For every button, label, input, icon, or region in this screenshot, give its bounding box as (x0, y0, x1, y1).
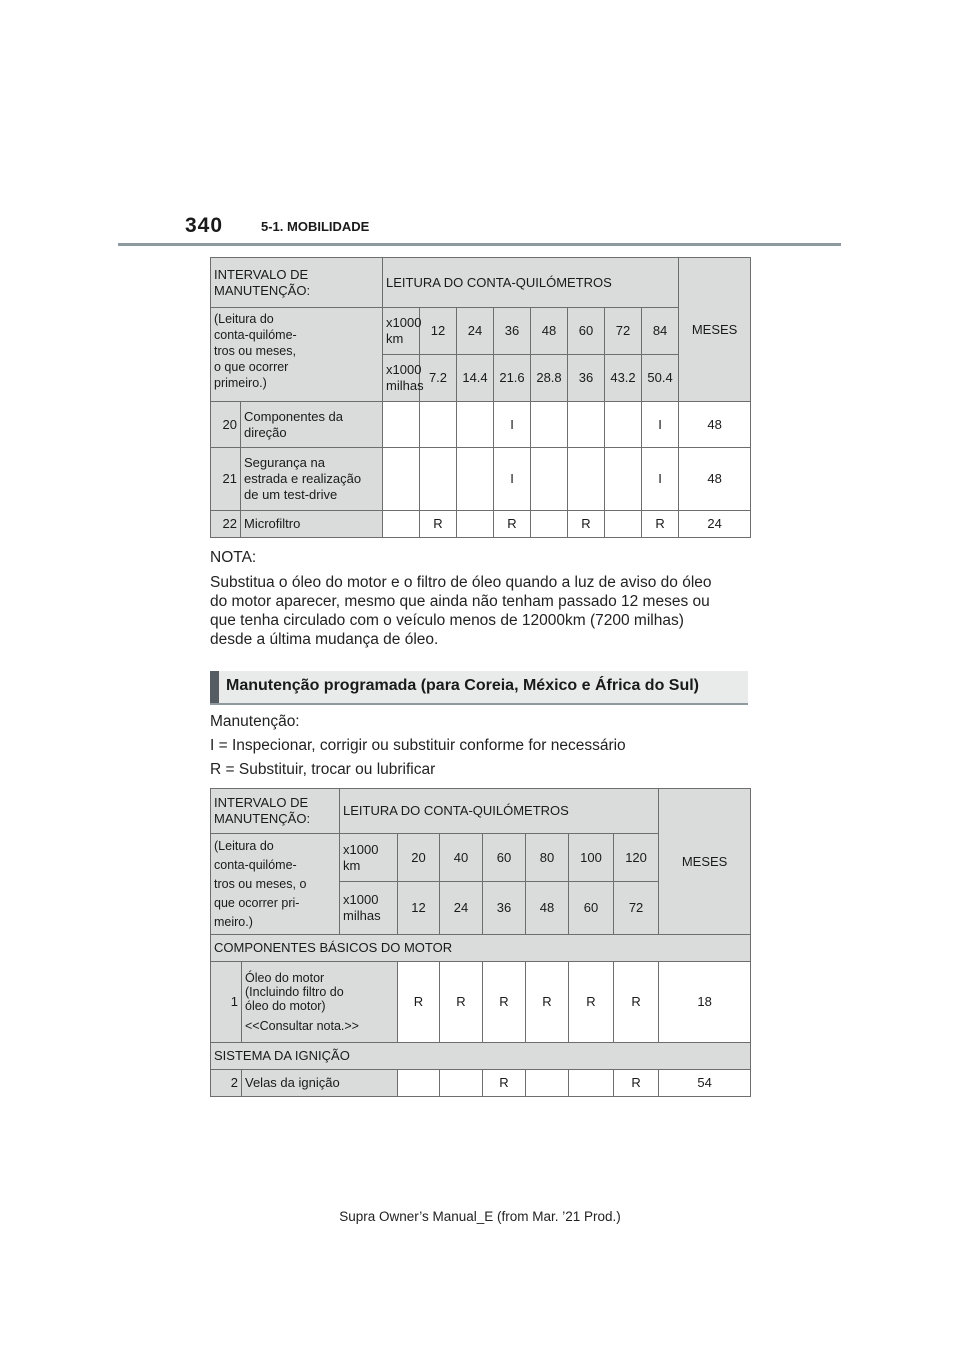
row-cell: I (494, 448, 531, 511)
row-cell: R (568, 511, 605, 538)
row-cell: R (398, 962, 440, 1043)
row-cell: R (614, 962, 659, 1043)
table-row (211, 402, 751, 448)
table-row (211, 962, 751, 1043)
row-cell: R (420, 511, 457, 538)
header-odometer: LEITURA DO CONTA-QUILÓMETROS (340, 789, 659, 834)
row-number: 22 (211, 511, 241, 538)
row-cell: R (494, 511, 531, 538)
km-value: 120 (614, 834, 659, 882)
page-number: 340 (185, 214, 224, 237)
header-months: MESES (659, 789, 751, 935)
km-value: 80 (526, 834, 569, 882)
miles-value: 36 (568, 355, 605, 402)
row-cell (457, 511, 494, 538)
km-value: 100 (569, 834, 614, 882)
nota-label: NOTA: (210, 549, 257, 566)
header-interval: INTERVALO DE MANUTENÇÃO: (211, 789, 340, 834)
km-value: 60 (568, 308, 605, 355)
header-interval: INTERVALO DE MANUTENÇÃO: (211, 258, 383, 308)
miles-value: 72 (614, 882, 659, 935)
row-cell (457, 402, 494, 448)
km-value: 48 (531, 308, 568, 355)
row-cell: R (526, 962, 569, 1043)
miles-value: 28.8 (531, 355, 568, 402)
km-value: 20 (398, 834, 440, 882)
row-cell (440, 1070, 483, 1097)
miles-label: x1000 milhas (383, 355, 420, 402)
maintenance-table-2 (210, 788, 751, 1097)
row-cell (420, 448, 457, 511)
row-cell: R (440, 962, 483, 1043)
row-months: 54 (659, 1070, 751, 1097)
km-label: x1000 km (383, 308, 420, 355)
row-cell: R (614, 1070, 659, 1097)
row-cell: R (642, 511, 679, 538)
row-cell (531, 402, 568, 448)
row-item: Componentes da direção (241, 402, 383, 448)
row-cell: R (569, 962, 614, 1043)
row-cell: R (483, 1070, 526, 1097)
km-value: 36 (494, 308, 531, 355)
row-cell (457, 448, 494, 511)
row-cell (398, 1070, 440, 1097)
section-heading (210, 671, 748, 705)
row-cell (383, 448, 420, 511)
row-cell: R (483, 962, 526, 1043)
miles-value: 14.4 (457, 355, 494, 402)
header-rule (118, 243, 841, 246)
row-cell (531, 511, 568, 538)
row-cell (568, 402, 605, 448)
header-months: MESES (679, 258, 751, 402)
row-item: Microfiltro (241, 511, 383, 538)
miles-value: 21.6 (494, 355, 531, 402)
km-value: 60 (483, 834, 526, 882)
row-months: 48 (679, 402, 751, 448)
row-cell: I (642, 448, 679, 511)
miles-value: 24 (440, 882, 483, 935)
row-item: Velas da ignição (242, 1070, 398, 1097)
row-item: Segurança na estrada e realização de um test-drive (241, 448, 383, 511)
km-value: 72 (605, 308, 642, 355)
miles-value: 7.2 (420, 355, 457, 402)
header-note: (Leitura do conta-quilóme- tros ou meses, o que ocorrer primeiro.) (211, 308, 383, 402)
table-row (211, 1070, 751, 1097)
miles-value: 12 (398, 882, 440, 935)
miles-value: 60 (569, 882, 614, 935)
row-number: 1 (211, 962, 242, 1043)
row-cell (531, 448, 568, 511)
row-cell (569, 1070, 614, 1097)
km-value: 24 (457, 308, 494, 355)
miles-label: x1000 milhas (340, 882, 398, 935)
nota-text: Substitua o óleo do motor e o filtro de óleo quando a luz de aviso do óleo do motor aparecer, mesmo que ainda não tenham passado 12 meses ou que tenha circulado com o veículo menos de 12000km (7200 milhas) desde a última mudança de óleo. (210, 574, 712, 648)
row-item-text: Óleo do motor (Incluindo filtro do óleo do motor) (245, 971, 344, 1013)
row-number: 21 (211, 448, 241, 511)
miles-value: 36 (483, 882, 526, 935)
row-cell: I (494, 402, 531, 448)
row-cell (526, 1070, 569, 1097)
header-odometer: LEITURA DO CONTA-QUILÓMETROS (383, 258, 679, 308)
header-note: (Leitura do conta-quilóme- tros ou meses, o que ocorrer pri- meiro.) (211, 834, 340, 935)
legend-replace: R = Substituir, trocar ou lubrificar (210, 761, 436, 778)
row-cell (383, 402, 420, 448)
row-item (242, 962, 398, 1043)
row-cell (383, 511, 420, 538)
row-months: 48 (679, 448, 751, 511)
row-cell (605, 402, 642, 448)
row-cell (568, 448, 605, 511)
footer: Supra Owner’s Manual_E (from Mar. ’21 Prod.) (339, 1209, 621, 1224)
group-heading-ignition: SISTEMA DA IGNIÇÃO (211, 1043, 751, 1070)
row-months: 18 (659, 962, 751, 1043)
row-cell: I (642, 402, 679, 448)
table-row (211, 448, 751, 511)
row-number: 2 (211, 1070, 242, 1097)
miles-value: 43.2 (605, 355, 642, 402)
legend-inspect: I = Inspecionar, corrigir ou substituir conforme for necessário (210, 737, 626, 754)
maintenance-table-1 (210, 257, 751, 538)
miles-value: 50.4 (642, 355, 679, 402)
section-heading-bar (210, 671, 219, 703)
group-heading-engine: COMPONENTES BÁSICOS DO MOTOR (211, 935, 751, 962)
table-row (211, 511, 751, 538)
section-header: 5-1. MOBILIDADE (261, 219, 370, 234)
km-value: 12 (420, 308, 457, 355)
row-cell (420, 402, 457, 448)
section-heading-text: Manutenção programada (para Coreia, México e África do Sul) (226, 677, 699, 694)
maintenance-label: Manutenção: (210, 713, 300, 730)
miles-value: 48 (526, 882, 569, 935)
row-cell (605, 448, 642, 511)
km-label: x1000 km (340, 834, 398, 882)
row-months: 24 (679, 511, 751, 538)
row-number: 20 (211, 402, 241, 448)
km-value: 40 (440, 834, 483, 882)
km-value: 84 (642, 308, 679, 355)
row-cell (605, 511, 642, 538)
row-item-note: <<Consultar nota.>> (245, 1019, 359, 1033)
